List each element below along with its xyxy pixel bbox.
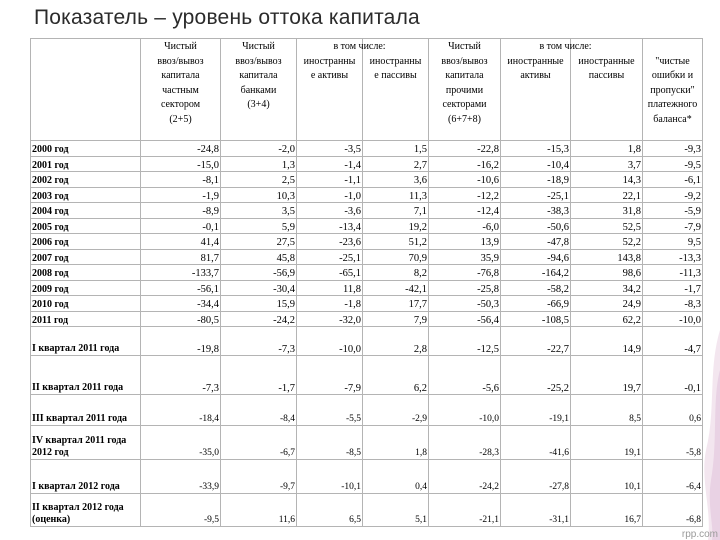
table-cell: -35,0 bbox=[141, 426, 221, 460]
header-col1-line: (2+5) bbox=[169, 113, 192, 125]
header-col-other-assets bbox=[501, 39, 592, 141]
table-row bbox=[31, 356, 703, 395]
table-cell: -24,2 bbox=[221, 311, 297, 327]
table-row bbox=[31, 426, 703, 460]
table-cell: 5,1 bbox=[363, 494, 429, 527]
table-cell: 10,1 bbox=[571, 460, 643, 494]
table-cell: 52,2 bbox=[571, 234, 643, 250]
header-col5-line: прочими bbox=[445, 84, 484, 96]
table-cell: -6,4 bbox=[643, 460, 703, 494]
header-col-other-sectors bbox=[429, 39, 501, 141]
table-row bbox=[31, 218, 703, 234]
table-cell: -5,9 bbox=[643, 203, 703, 219]
table-cell: 11,3 bbox=[363, 187, 429, 203]
table-cell: 2,8 bbox=[363, 327, 429, 356]
header-col2-line: Чистый bbox=[242, 41, 275, 52]
table-row bbox=[31, 203, 703, 219]
table-cell: 3,6 bbox=[363, 172, 429, 188]
table-cell: 15,9 bbox=[221, 296, 297, 312]
table-cell: -10,0 bbox=[297, 327, 363, 356]
table-cell: -58,2 bbox=[501, 280, 571, 296]
table-cell: 0,4 bbox=[363, 460, 429, 494]
table-row bbox=[31, 156, 703, 172]
row-label: 2010 год bbox=[31, 296, 141, 312]
table-cell: -25,8 bbox=[429, 280, 501, 296]
table-cell: -6,0 bbox=[429, 218, 501, 234]
table-cell: -1,8 bbox=[297, 296, 363, 312]
table-cell: -164,2 bbox=[501, 265, 571, 281]
table-cell: -4,7 bbox=[643, 327, 703, 356]
table-cell: -34,4 bbox=[141, 296, 221, 312]
table-cell: -8,3 bbox=[643, 296, 703, 312]
header-col4-line: иностранны bbox=[369, 55, 422, 67]
header-col6-line: иностранные bbox=[507, 55, 564, 67]
table-cell: 31,8 bbox=[571, 203, 643, 219]
table-cell: -27,8 bbox=[501, 460, 571, 494]
table-cell: 19,1 bbox=[571, 426, 643, 460]
table-row bbox=[31, 265, 703, 281]
table-cell: -65,1 bbox=[297, 265, 363, 281]
row-label: I квартал 2011 года bbox=[31, 327, 141, 356]
row-label: II квартал 2012 года (оценка) bbox=[31, 494, 141, 527]
row-label: 2011 год bbox=[31, 311, 141, 327]
table-cell: 10,3 bbox=[221, 187, 297, 203]
table-cell: -10,0 bbox=[643, 311, 703, 327]
row-label: 2005 год bbox=[31, 218, 141, 234]
row-label: 2007 год bbox=[31, 249, 141, 265]
header-col5-line: Чистый bbox=[448, 41, 481, 52]
table-cell: -9,7 bbox=[221, 460, 297, 494]
table-cell: 51,2 bbox=[363, 234, 429, 250]
header-col4-line: е пассивы bbox=[374, 70, 417, 81]
table-row bbox=[31, 187, 703, 203]
table-cell: -9,5 bbox=[643, 156, 703, 172]
table-cell: -50,3 bbox=[429, 296, 501, 312]
header-col6-line: активы bbox=[520, 70, 551, 81]
table-cell: -10,1 bbox=[297, 460, 363, 494]
table-row bbox=[31, 494, 703, 527]
table-cell: -10,0 bbox=[429, 395, 501, 426]
table-cell: -7,9 bbox=[643, 218, 703, 234]
table-cell: -5,5 bbox=[297, 395, 363, 426]
header-col8-line: баланса* bbox=[653, 113, 692, 125]
table-cell: 17,7 bbox=[363, 296, 429, 312]
table-cell: -9,2 bbox=[643, 187, 703, 203]
table-cell: -33,9 bbox=[141, 460, 221, 494]
header-spacer bbox=[645, 40, 700, 55]
row-label: III квартал 2011 года bbox=[31, 395, 141, 426]
table-cell: 5,9 bbox=[221, 218, 297, 234]
table-cell: -7,3 bbox=[141, 356, 221, 395]
header-col3-line: е активы bbox=[310, 70, 349, 81]
header-group-label: в том числе: bbox=[333, 41, 386, 52]
row-label: 2000 год bbox=[31, 141, 141, 157]
table-cell: -56,1 bbox=[141, 280, 221, 296]
table-cell: -31,1 bbox=[501, 494, 571, 527]
row-label: 2004 год bbox=[31, 203, 141, 219]
table-cell: 9,5 bbox=[643, 234, 703, 250]
table-cell: 14,9 bbox=[571, 327, 643, 356]
table-row bbox=[31, 327, 703, 356]
table-cell: -56,9 bbox=[221, 265, 297, 281]
table-cell: -23,6 bbox=[297, 234, 363, 250]
table-cell: -8,5 bbox=[297, 426, 363, 460]
row-label: 2006 год bbox=[31, 234, 141, 250]
table-cell: -15,0 bbox=[141, 156, 221, 172]
header-col5-line: секторами bbox=[442, 99, 487, 110]
table-cell: 16,7 bbox=[571, 494, 643, 527]
table-cell: -13,4 bbox=[297, 218, 363, 234]
table-cell: -10,4 bbox=[501, 156, 571, 172]
row-label: 2002 год bbox=[31, 172, 141, 188]
header-col8-line: ошибки и bbox=[651, 70, 694, 81]
table-cell: 0,6 bbox=[643, 395, 703, 426]
table-cell: -12,5 bbox=[429, 327, 501, 356]
table-cell: -108,5 bbox=[501, 311, 571, 327]
header-col8-line: "чистые bbox=[655, 55, 690, 67]
table-cell: 27,5 bbox=[221, 234, 297, 250]
header-col5-line: ввоз/вывоз bbox=[441, 55, 488, 67]
table-cell: -22,7 bbox=[501, 327, 571, 356]
table-cell: -28,3 bbox=[429, 426, 501, 460]
row-label: 2003 год bbox=[31, 187, 141, 203]
table-cell: -16,2 bbox=[429, 156, 501, 172]
table-cell: -19,8 bbox=[141, 327, 221, 356]
table-cell: -24,8 bbox=[141, 141, 221, 157]
table-cell: -11,3 bbox=[643, 265, 703, 281]
table-row bbox=[31, 280, 703, 296]
header-col1-line: сектором bbox=[160, 99, 201, 110]
table-cell: 11,6 bbox=[221, 494, 297, 527]
table-cell: -25,1 bbox=[297, 249, 363, 265]
table-cell: 34,2 bbox=[571, 280, 643, 296]
table-cell: -1,1 bbox=[297, 172, 363, 188]
table-cell: -1,7 bbox=[643, 280, 703, 296]
decorative-swirl bbox=[702, 330, 720, 540]
header-col-banks bbox=[221, 39, 297, 141]
row-label: IV квартал 2011 года 2012 год bbox=[31, 426, 141, 460]
table-cell: -13,3 bbox=[643, 249, 703, 265]
table-row bbox=[31, 172, 703, 188]
table-cell: -10,6 bbox=[429, 172, 501, 188]
row-label: 2008 год bbox=[31, 265, 141, 281]
table-cell: -0,1 bbox=[643, 356, 703, 395]
table-cell: -24,2 bbox=[429, 460, 501, 494]
watermark-text: rpp.com bbox=[681, 529, 718, 540]
table-cell: 11,8 bbox=[297, 280, 363, 296]
table-row bbox=[31, 460, 703, 494]
table-cell: -21,1 bbox=[429, 494, 501, 527]
table-cell: -6,7 bbox=[221, 426, 297, 460]
table-cell: 143,8 bbox=[571, 249, 643, 265]
table-cell: -50,6 bbox=[501, 218, 571, 234]
header-col2-line: (3+4) bbox=[247, 99, 270, 110]
header-row bbox=[31, 39, 703, 141]
table-cell: 1,8 bbox=[571, 141, 643, 157]
table-cell: 7,9 bbox=[363, 311, 429, 327]
table-cell: -0,1 bbox=[141, 218, 221, 234]
table-cell: -47,8 bbox=[501, 234, 571, 250]
header-col1-line: частным bbox=[162, 84, 199, 96]
table-cell: -1,0 bbox=[297, 187, 363, 203]
slide-title: Показатель – уровень оттока капитала bbox=[34, 6, 420, 29]
table-cell: -8,1 bbox=[141, 172, 221, 188]
table-cell: 2,7 bbox=[363, 156, 429, 172]
table-cell: 35,9 bbox=[429, 249, 501, 265]
header-group-label: в том числе: bbox=[539, 41, 592, 52]
header-col1-line: Чистый bbox=[164, 41, 197, 52]
table-cell: 14,3 bbox=[571, 172, 643, 188]
table-cell: -80,5 bbox=[141, 311, 221, 327]
table-cell: -42,1 bbox=[363, 280, 429, 296]
table-cell: -9,5 bbox=[141, 494, 221, 527]
header-col5-line: капитала bbox=[445, 70, 484, 81]
table-cell: -18,4 bbox=[141, 395, 221, 426]
header-col2-line: банками bbox=[240, 84, 277, 96]
table-cell: -41,6 bbox=[501, 426, 571, 460]
capital-outflow-table bbox=[30, 38, 703, 527]
table-cell: -3,5 bbox=[297, 141, 363, 157]
table-cell: -32,0 bbox=[297, 311, 363, 327]
header-col8-line: платежного bbox=[647, 99, 698, 110]
table-cell: -6,1 bbox=[643, 172, 703, 188]
table-cell: 98,6 bbox=[571, 265, 643, 281]
table-cell: -1,7 bbox=[221, 356, 297, 395]
table-cell: -15,3 bbox=[501, 141, 571, 157]
table-row bbox=[31, 296, 703, 312]
table-cell: 3,7 bbox=[571, 156, 643, 172]
row-label: II квартал 2011 года bbox=[31, 356, 141, 395]
table-cell: -2,0 bbox=[221, 141, 297, 157]
table-cell: 3,5 bbox=[221, 203, 297, 219]
table-cell: 70,9 bbox=[363, 249, 429, 265]
header-col7-line: пассивы bbox=[588, 70, 625, 81]
table-cell: 45,8 bbox=[221, 249, 297, 265]
table-cell: -76,8 bbox=[429, 265, 501, 281]
table-row bbox=[31, 311, 703, 327]
table-cell: -3,6 bbox=[297, 203, 363, 219]
table-cell: 1,8 bbox=[363, 426, 429, 460]
table-cell: -7,9 bbox=[297, 356, 363, 395]
header-col-private-sector bbox=[141, 39, 221, 141]
table-cell: -133,7 bbox=[141, 265, 221, 281]
row-label: 2009 год bbox=[31, 280, 141, 296]
header-col1-line: капитала bbox=[161, 70, 200, 81]
table-cell: 6,2 bbox=[363, 356, 429, 395]
table-cell: 2,5 bbox=[221, 172, 297, 188]
table-cell: 6,5 bbox=[297, 494, 363, 527]
table-row bbox=[31, 249, 703, 265]
table-cell: -8,4 bbox=[221, 395, 297, 426]
header-col-errors-omissions bbox=[643, 39, 703, 141]
table-row bbox=[31, 141, 703, 157]
table-cell: 1,3 bbox=[221, 156, 297, 172]
header-col-bank-assets bbox=[297, 39, 386, 141]
table-cell: -5,6 bbox=[429, 356, 501, 395]
table-cell: -25,2 bbox=[501, 356, 571, 395]
table-cell: -1,4 bbox=[297, 156, 363, 172]
row-label: I квартал 2012 года bbox=[31, 460, 141, 494]
table-cell: -12,2 bbox=[429, 187, 501, 203]
header-col2-line: ввоз/вывоз bbox=[235, 55, 282, 67]
header-col2-line: капитала bbox=[239, 70, 278, 81]
table-cell: -18,9 bbox=[501, 172, 571, 188]
header-col5-line: (6+7+8) bbox=[448, 113, 481, 125]
table-cell: -66,9 bbox=[501, 296, 571, 312]
table-cell: 1,5 bbox=[363, 141, 429, 157]
table-cell: -2,9 bbox=[363, 395, 429, 426]
table-cell: -7,3 bbox=[221, 327, 297, 356]
row-label: 2001 год bbox=[31, 156, 141, 172]
table-cell: -5,8 bbox=[643, 426, 703, 460]
table-cell: -56,4 bbox=[429, 311, 501, 327]
table-cell: 52,5 bbox=[571, 218, 643, 234]
table-row bbox=[31, 234, 703, 250]
table-cell: 81,7 bbox=[141, 249, 221, 265]
table-cell: 24,9 bbox=[571, 296, 643, 312]
table-cell: -12,4 bbox=[429, 203, 501, 219]
table-cell: 19,2 bbox=[363, 218, 429, 234]
table-cell: 22,1 bbox=[571, 187, 643, 203]
table-cell: -8,9 bbox=[141, 203, 221, 219]
table-cell: 41,4 bbox=[141, 234, 221, 250]
header-col7-line: иностранные bbox=[578, 55, 635, 67]
table-cell: -38,3 bbox=[501, 203, 571, 219]
table-cell: -25,1 bbox=[501, 187, 571, 203]
table-cell: 62,2 bbox=[571, 311, 643, 327]
header-label-col bbox=[31, 39, 141, 141]
header-col3-line: иностранны bbox=[303, 55, 356, 67]
table-cell: 7,1 bbox=[363, 203, 429, 219]
table-cell: 8,2 bbox=[363, 265, 429, 281]
table-cell: -22,8 bbox=[429, 141, 501, 157]
table-cell: 8,5 bbox=[571, 395, 643, 426]
table-cell: -19,1 bbox=[501, 395, 571, 426]
table-row bbox=[31, 395, 703, 426]
table-cell: 13,9 bbox=[429, 234, 501, 250]
table-cell: -6,8 bbox=[643, 494, 703, 527]
table-cell: -94,6 bbox=[501, 249, 571, 265]
table-cell: -1,9 bbox=[141, 187, 221, 203]
table-cell: -9,3 bbox=[643, 141, 703, 157]
header-col1-line: ввоз/вывоз bbox=[157, 55, 204, 67]
header-col8-line: пропуски" bbox=[650, 84, 695, 96]
table-cell: 19,7 bbox=[571, 356, 643, 395]
table-cell: -30,4 bbox=[221, 280, 297, 296]
